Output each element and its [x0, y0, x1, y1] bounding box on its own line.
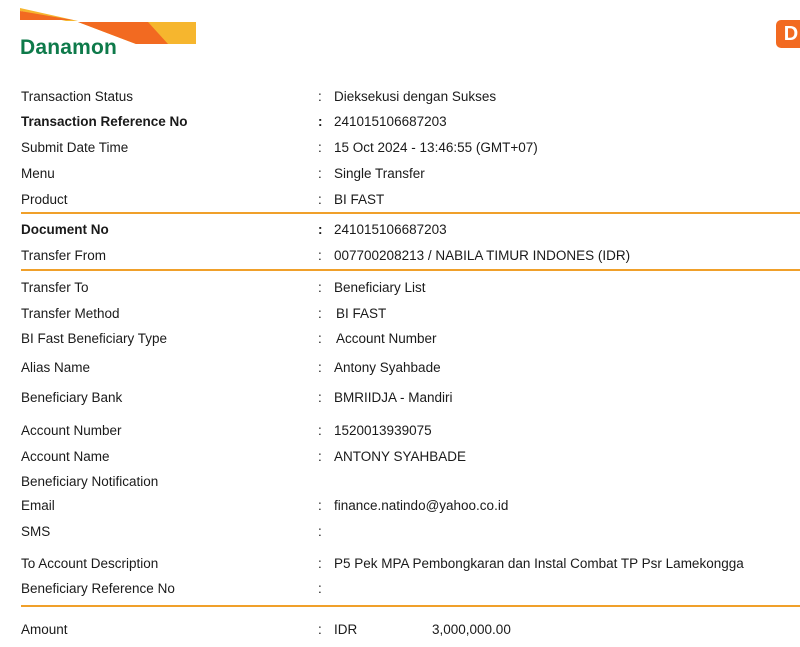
- section-divider: [21, 605, 800, 607]
- label: Beneficiary Notification: [21, 474, 159, 489]
- label: Email: [21, 498, 55, 513]
- label: Product: [21, 192, 68, 207]
- label: Alias Name: [21, 360, 91, 375]
- label: Transaction Status: [21, 89, 134, 104]
- label: Transfer Method: [21, 306, 120, 321]
- value: finance.natindo@yahoo.co.id: [334, 498, 509, 513]
- colon: :: [318, 622, 322, 637]
- label: Transfer To: [21, 280, 89, 295]
- amount-value: 3,000,000.00: [432, 622, 511, 637]
- label: Document No: [21, 222, 109, 237]
- amount-currency: IDR: [334, 622, 358, 637]
- label: BI Fast Beneficiary Type: [21, 331, 168, 346]
- label: Account Number: [21, 423, 122, 438]
- colon: :: [318, 423, 322, 438]
- colon: :: [318, 556, 322, 571]
- amount-label: Amount: [21, 622, 68, 637]
- colon: :: [318, 280, 322, 295]
- colon: :: [318, 498, 322, 513]
- value: Antony Syahbade: [334, 360, 441, 375]
- colon: :: [318, 524, 322, 539]
- value: 1520013939075: [334, 423, 432, 438]
- value: 007700208213 / NABILA TIMUR INDONES (IDR): [334, 248, 631, 263]
- value: BI FAST: [336, 306, 387, 321]
- colon: :: [318, 166, 322, 181]
- colon: :: [318, 331, 322, 346]
- value: Account Number: [336, 331, 437, 346]
- value: BI FAST: [334, 192, 385, 207]
- label: SMS: [21, 524, 51, 539]
- colon: :: [318, 222, 323, 237]
- value: Single Transfer: [334, 166, 425, 181]
- colon: :: [318, 248, 322, 263]
- value: 241015106687203: [334, 114, 447, 129]
- label: Account Name: [21, 449, 110, 464]
- colon: :: [318, 449, 322, 464]
- colon: :: [318, 89, 322, 104]
- colon: :: [318, 140, 322, 155]
- value: Beneficiary List: [334, 280, 426, 295]
- value: ANTONY SYAHBADE: [334, 449, 467, 464]
- value: Dieksekusi dengan Sukses: [334, 89, 497, 104]
- colon: :: [318, 581, 322, 596]
- label: Transaction Reference No: [21, 114, 188, 129]
- label: Beneficiary Reference No: [21, 581, 175, 596]
- colon: :: [318, 360, 322, 375]
- colon: :: [318, 192, 322, 207]
- danamon-logo: [18, 8, 198, 58]
- value: BMRIIDJA - Mandiri: [334, 390, 453, 405]
- value: P5 Pek MPA Pembongkaran dan Instal Combat TP Psr Lamekongga: [334, 556, 744, 571]
- label: Submit Date Time: [21, 140, 129, 155]
- value: 241015106687203: [334, 222, 447, 237]
- section-divider: [21, 212, 800, 214]
- brand-name: Danamon: [20, 36, 118, 59]
- colon: :: [318, 114, 323, 129]
- label: To Account Description: [21, 556, 159, 571]
- section-divider: [21, 269, 800, 271]
- colon: :: [318, 390, 322, 405]
- label: Beneficiary Bank: [21, 390, 123, 405]
- corner-badge-icon: D: [776, 20, 800, 48]
- value: 15 Oct 2024 - 13:46:55 (GMT+07): [334, 140, 538, 155]
- label: Menu: [21, 166, 55, 181]
- label: Transfer From: [21, 248, 107, 263]
- colon: :: [318, 306, 322, 321]
